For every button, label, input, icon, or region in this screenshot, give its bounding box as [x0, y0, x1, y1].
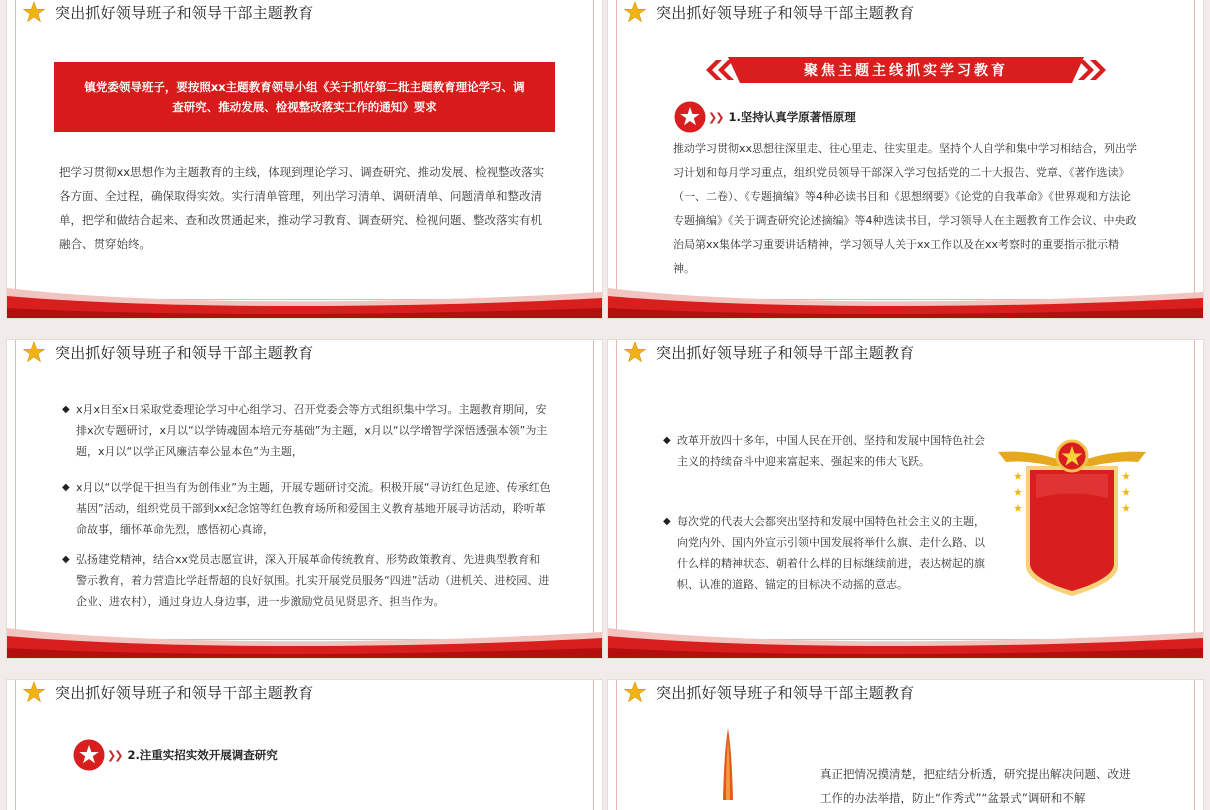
red-wave-decoration [608, 274, 1203, 318]
diamond-bullet-icon: ◆ [663, 435, 671, 446]
slide-title: 突出抓好领导班子和领导干部主题教育 [55, 343, 314, 362]
red-wave-decoration [7, 614, 602, 658]
slide-1 [7, 0, 602, 318]
slide-3 [7, 340, 602, 658]
chevron-arrows-icon: ❯❯ [107, 748, 122, 762]
slide-header [23, 340, 313, 364]
gold-star-icon [624, 681, 646, 703]
gold-star-icon [23, 341, 45, 363]
red-wave-decoration [608, 614, 1203, 658]
slide-header [624, 340, 914, 364]
bullet-text: 弘扬建党精神，结合xx党员志愿宣讲，深入开展革命传统教育、形势政策教育、先进典型教育和警示教育，着力营造比学赶帮超的良好氛围。扎实开展党员服务“四进”活动（进机关、进校园、进企业、进农村），通过身边人身边事，进一步激励党员见贤思齐、担当作为。 [76, 553, 550, 608]
gold-star-icon [624, 1, 646, 23]
chevron-arrows-icon: ❯❯ [708, 110, 723, 124]
bullet-text: 每次党的代表大会都突出坚持和发展中国特色社会主义的主题，向党内外、国内外宣示引领中国发展将举什么旗、走什么路、以什么样的精神状态、朝着什么样的目标继续前进，表达树起的旗帜、认准的道路、锚定的目标决不动摇的意志。 [677, 515, 985, 591]
title-ribbon [706, 57, 1106, 83]
bullet-item [663, 511, 995, 595]
torch-decoration [718, 728, 738, 800]
slide-4 [608, 340, 1203, 658]
bullet-item [62, 549, 551, 612]
section-subhead [674, 101, 856, 133]
body-paragraph: 推动学习贯彻xx思想往深里走、往心里走、往实里走。坚持个人自学和集中学习相结合，列出学习计划和每月学习重点，组织党员领导干部深入学习包括党的二十大报告、党章、《著作选读》（一、二卷）、《专题摘编》等4种必读书目和《思想纲要》《论党的自我革命》《世界观和方法论专题摘编》《关于调查研究论述摘编》等4种选读书目，学习领导人在主题教育工作会议、中央政治局第xx集体学习重要讲话精神，学习领导人关于xx工作以及在xx考察时的重要指示批示精神。 [673, 142, 1138, 275]
gold-star-icon [624, 341, 646, 363]
slide-title: 突出抓好领导班子和领导干部主题教育 [55, 3, 314, 22]
bullet-item [62, 477, 551, 540]
subhead-text: 2.注重实招实效开展调查研究 [127, 748, 278, 762]
red-star-badge-icon [73, 739, 105, 771]
ribbon-text: 聚焦主题主线抓实学习教育 [804, 63, 1008, 79]
body-paragraph: 把学习贯彻xx思想作为主题教育的主线，体现到理论学习、调查研究、推动发展、检视整改落实各方面、全过程，确保取得实效。实行清单管理，列出学习清单、调研清单、问题清单和整改清单，把学和做结合起来、查和改贯通起来，推动学习教育、调查研究、检视问题、整改落实有机融合、贯穿始终。 [59, 165, 545, 251]
subhead-text: 1.坚持认真学原著悟原理 [728, 110, 856, 124]
slide-5 [7, 680, 602, 810]
slide-header [624, 680, 914, 704]
body-paragraph: 真正把情况摸清楚，把症结分析透，研究提出解决问题、改进工作的办法举措，防止“作秀式”“盆景式”调研和不解 [820, 767, 1131, 805]
gold-star-icon [23, 681, 45, 703]
diamond-bullet-icon: ◆ [663, 516, 671, 527]
slide-header [23, 0, 313, 24]
red-shield-emblem [996, 438, 1148, 598]
bullet-item [663, 430, 995, 472]
slide-title: 突出抓好领导班子和领导干部主题教育 [656, 3, 915, 22]
slide-header [624, 0, 914, 24]
slide-title: 突出抓好领导班子和领导干部主题教育 [55, 683, 314, 702]
diamond-bullet-icon: ◆ [62, 404, 70, 415]
slide-title: 突出抓好领导班子和领导干部主题教育 [656, 683, 915, 702]
bullet-text: x月x日至x日采取党委理论学习中心组学习、召开党委会等方式组织集中学习。主题教育期间，安排x次专题研讨，x月以“以学铸魂固本培元夯基础”为主题，x月以“以学增智学深悟透强本领”为主题，x月以“以学正风廉洁奉公显本色”为主题， [76, 403, 548, 458]
diamond-bullet-icon: ◆ [62, 482, 70, 493]
slide-title: 突出抓好领导班子和领导干部主题教育 [656, 343, 915, 362]
highlight-box [54, 62, 555, 132]
red-star-badge-icon [674, 101, 706, 133]
bullet-text: 改革开放四十多年，中国人民在开创、坚持和发展中国特色社会主义的持续奋斗中迎来富起来、强起来的伟大飞跃。 [677, 434, 985, 468]
bullet-text: x月以“以学促干担当有为创伟业”为主题，开展专题研讨交流。积极开展“寻访红色足迹、传承红色基因”活动，组织党员干部到xx纪念馆等红色教育场所和爱国主义教育基地开展寻访活动，聆听革命故事，缅怀革命先烈，感悟初心真谛， [76, 481, 551, 536]
slide-header [23, 680, 313, 704]
diamond-bullet-icon: ◆ [62, 554, 70, 565]
highlight-box-text: 镇党委领导班子，要按照xx主题教育领导小组《关于抓好第二批主题教育理论学习、调查研究、推动发展、检视整改落实工作的通知》要求 [84, 80, 525, 114]
bullet-item [62, 399, 551, 462]
section-subhead [73, 739, 278, 771]
slide-6 [608, 680, 1203, 810]
slide-2 [608, 0, 1203, 318]
red-wave-decoration [7, 274, 602, 318]
gold-star-icon [23, 1, 45, 23]
